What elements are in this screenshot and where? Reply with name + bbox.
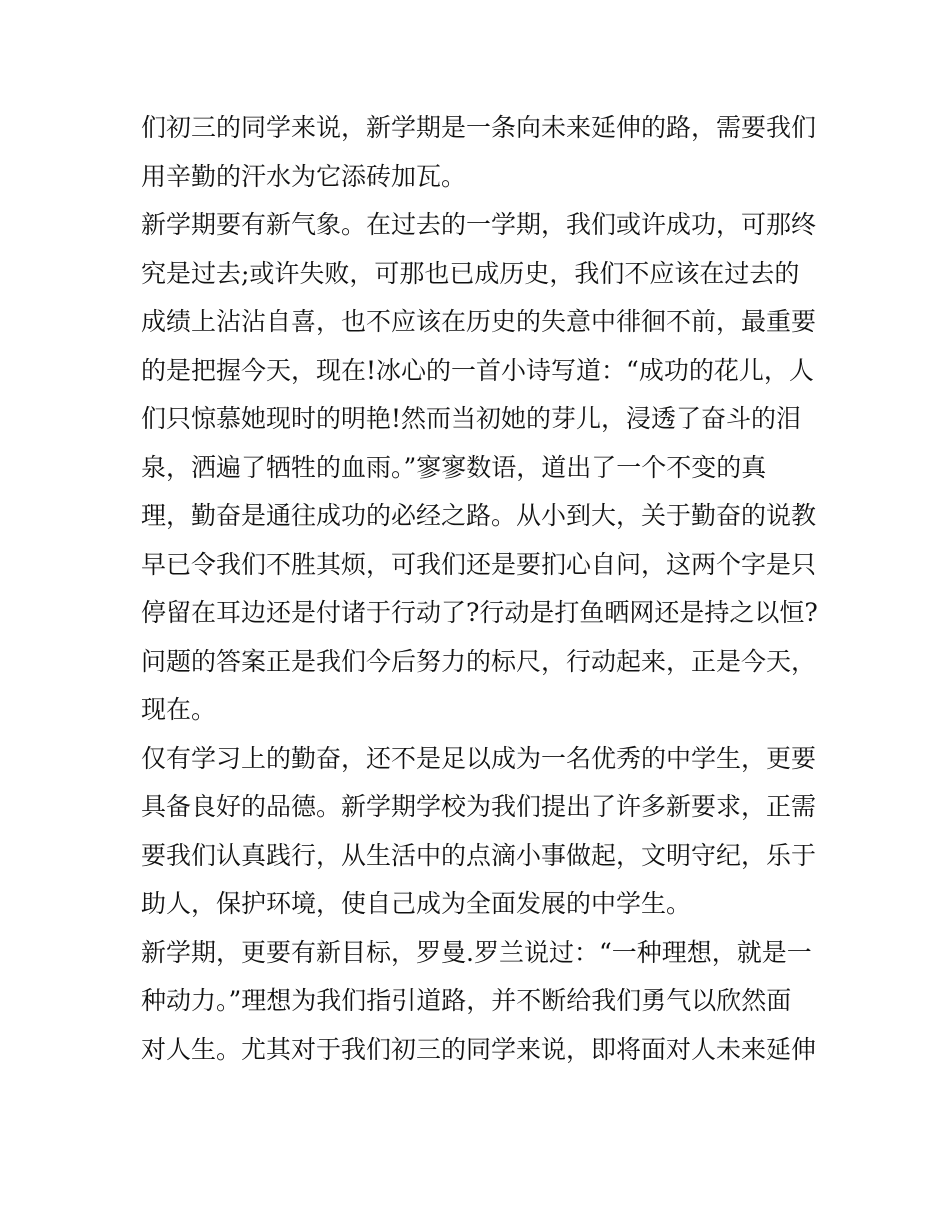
- text-line: 究是过去;或许失败，可那也已成历史，我们不应该在过去的: [141, 258, 800, 288]
- document-body: [141, 104, 821, 1074]
- text-line: 种动力。”理想为我们指引道路，并不断给我们勇气以欣然面: [141, 986, 792, 1015]
- text-line: 们只惊慕她现时的明艳!然而当初她的芽儿，浸透了奋斗的泪: [141, 404, 802, 433]
- text-line: 现在。: [141, 695, 217, 724]
- text-line: 的是把握今天，现在!冰心的一首小诗写道：“成功的花儿，人: [141, 355, 814, 385]
- text-line: 问题的答案正是我们今后努力的标尺，行动起来，正是今天，: [141, 646, 817, 676]
- text-line: 用辛勤的汗水为它添砖加瓦。: [141, 161, 467, 191]
- text-line: 具备良好的品德。新学期学校为我们提出了许多新要求，正需: [141, 792, 817, 821]
- text-line: 们初三的同学来说，新学期是一条向未来延伸的路，需要我们: [141, 113, 817, 142]
- text-line: 新学期要有新气象。在过去的一学期，我们或许成功，可那终: [141, 210, 817, 239]
- text-line: 停留在耳边还是付诸于行动了?行动是打鱼晒网还是持之以恒?: [141, 598, 818, 627]
- text-line: 理，勤奋是通往成功的必经之路。从小到大，关于勤奋的说教: [141, 501, 817, 530]
- text-line: 泉，洒遍了牺牲的血雨。”寥寥数语，道出了一个不变的真: [141, 452, 767, 482]
- text-line: 新学期，更要有新目标，罗曼.罗兰说过：“一种理想，就是一: [141, 937, 812, 967]
- text-line: 早已令我们不胜其烦，可我们还是要扪心自问，这两个字是只: [141, 549, 817, 579]
- text-line: 对人生。尤其对于我们初三的同学来说，即将面对人未来延伸: [141, 1034, 817, 1064]
- text-line: 助人，保护环境，使自己成为全面发展的中学生。: [141, 889, 692, 918]
- text-line: 仅有学习上的勤奋，还不是足以成为一名优秀的中学生，更要: [141, 743, 817, 773]
- text-line: 成绩上沾沾自喜，也不应该在历史的失意中徘徊不前，最重要: [141, 307, 817, 336]
- text-line: 要我们认真践行，从生活中的点滴小事做起，文明守纪，乐于: [141, 840, 817, 870]
